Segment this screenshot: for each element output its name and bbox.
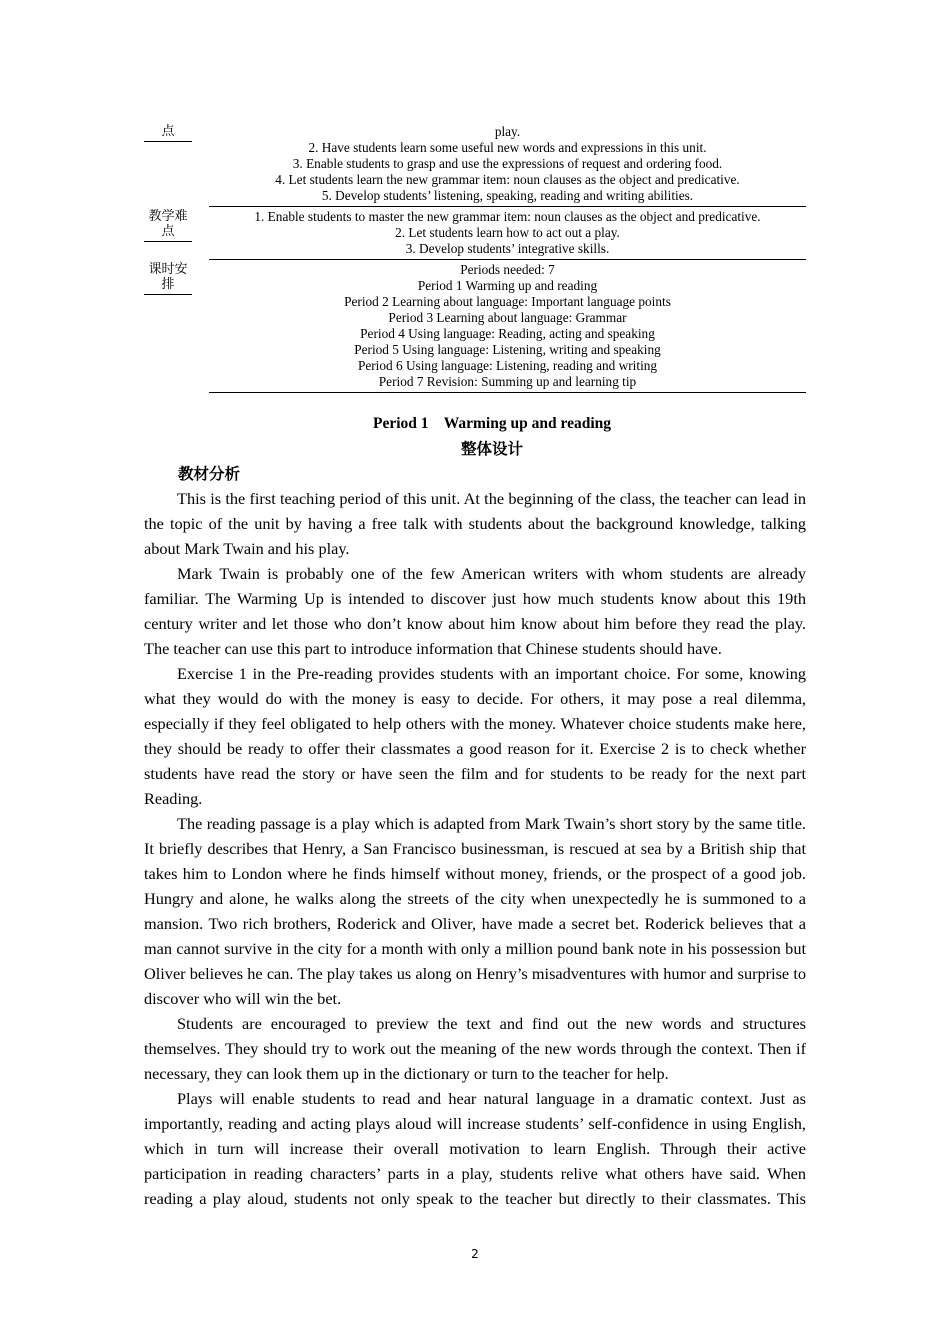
row-line: 5. Develop students’ listening, speaking, reading and writing abilities. — [321, 188, 694, 203]
row-label-line: 排 — [161, 277, 175, 292]
row-line: Period 4 Using language: Reading, acting and speaking — [360, 326, 655, 341]
design-title: 整体设计 — [460, 440, 523, 458]
row-label-line: 教学难 — [148, 209, 188, 224]
row-line: Period 1 Warming up and reading — [417, 278, 598, 293]
row-line: 2. Let students learn how to act out a play. — [395, 225, 620, 240]
table-row-objectives — [144, 124, 806, 204]
row-line: Period 7 Revision: Summing up and learning tip — [378, 374, 637, 389]
row-line: 3. Enable students to grasp and use the expressions of request and ordering food. — [292, 156, 723, 171]
row-label — [144, 262, 192, 295]
section-heading: 教材分析 — [178, 465, 241, 483]
row-label-line: 点 — [161, 224, 175, 239]
paragraph: Plays will enable students to read and hear natural language in a dramatic context. Just as importantly, reading and acting plays aloud will increase students’ self-confidence in using English, which in turn will increase their overall motivation to learn English. Through their active participation in reading characters’ parts in a play, students relive what others have said. When reading a play aloud, students not only speak to the teacher but directly to their classmates. This — [144, 1089, 806, 1208]
row-line: Period 6 Using language: Listening, reading and writing — [357, 358, 658, 373]
paragraph: Students are encouraged to preview the text and find out the new words and structures themselves. They should try to work out the meaning of the new words through the context. Then if necessary, they can look them up in the dictionary or turn to the teacher for help. — [144, 1014, 806, 1083]
row-line: Period 2 Learning about language: Important language points — [344, 294, 671, 309]
row-line: play. — [494, 124, 521, 139]
row-line: 3. Develop students’ integrative skills. — [405, 241, 610, 256]
table-row-difficulties — [144, 209, 806, 257]
row-line: Period 3 Learning about language: Grammar — [388, 310, 627, 325]
paragraph: This is the first teaching period of this unit. At the beginning of the class, the teacher can lead in the topic of the unit by having a free talk with students about the background knowledge, talking about Mark Twain and his play. — [144, 489, 806, 558]
table-divider — [209, 259, 806, 260]
row-line: Periods needed: 7 — [460, 262, 555, 277]
paragraph: Exercise 1 in the Pre-reading provides students with an important choice. For some, knowing what they would do with the money is easy to decide. For others, it may pose a real dilemma, especially if they feel obligated to help others with the money. Whatever choice students make here, they should be ready to offer their classmates a good reason for it. Exercise 2 is to check whether students have read the story or have seen the film and for students to be ready for the next part Reading. — [144, 664, 806, 808]
table-divider — [209, 206, 806, 207]
page-number: 2 — [471, 1247, 479, 1261]
teaching-plan-table — [144, 124, 806, 393]
table-bottom-rule — [209, 392, 806, 393]
row-line: 1. Enable students to master the new grammar item: noun clauses as the object and predicative. — [254, 209, 761, 224]
row-line: 4. Let students learn the new grammar item: noun clauses as the object and predicative. — [275, 172, 740, 187]
paragraph: Mark Twain is probably one of the few American writers with whom students are already familiar. The Warming Up is intended to discover just how much students know about this 19th century writer and let those who don’t know about him know about him before they read the play. The teacher can use this part to introduce information that Chinese students should have. — [144, 564, 806, 658]
row-line: Period 5 Using language: Listening, writing and speaking — [354, 342, 661, 357]
row-content — [209, 262, 806, 390]
row-line: 2. Have students learn some useful new words and expressions in this unit. — [308, 140, 707, 155]
paragraph: The reading passage is a play which is adapted from Mark Twain’s short story by the same title. It briefly describes that Henry, a San Francisco businessman, is rescued at sea by a British ship that takes him to London where he finds himself without money, friends, or the prospect of a good job. Hungry and alone, he walks along the streets of the city when unexpectedly he is summoned to a mansion. Two rich brothers, Roderick and Oliver, have made a secret bet. Roderick believes that a man cannot survive in the city for a month with only a million pound bank note in his possession but Oliver believes he can. The play takes us along on Henry’s misadventures with humor and surprise to discover who will win the bet. — [144, 814, 806, 1008]
row-label — [144, 209, 192, 242]
body-text — [144, 486, 806, 1211]
row-label-line: 课时安 — [148, 262, 188, 277]
row-content — [209, 124, 806, 204]
row-label: 点 — [144, 124, 192, 142]
row-content — [209, 209, 806, 257]
table-row-schedule — [144, 262, 806, 390]
period-title: Period 1 Warming up and reading — [373, 415, 611, 432]
